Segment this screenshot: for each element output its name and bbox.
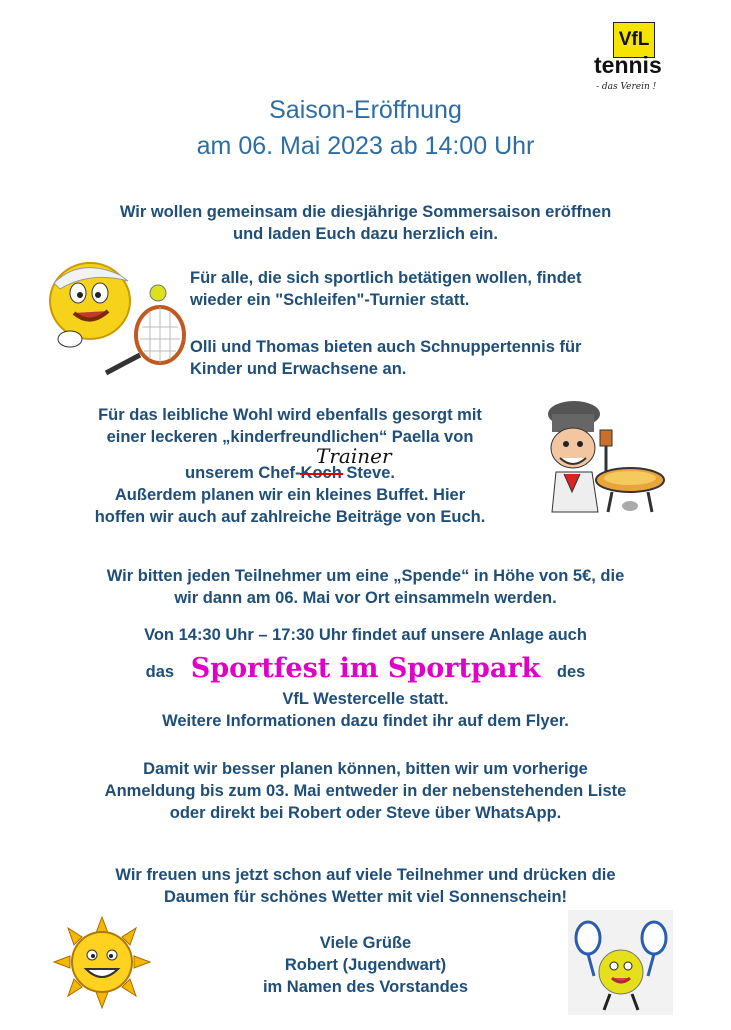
- trial-paragraph: [190, 336, 690, 380]
- donation-line2: wir dann am 06. Mai vor Ort einsammeln werden.: [174, 589, 557, 607]
- tennis-smiley-illustration: [40, 255, 195, 380]
- sportfest-highlight: Sportfest im Sportpark: [190, 653, 541, 684]
- donation-line1: Wir bitten jeden Teilnehmer um eine „Spende“ in Höhe von 5€, die: [106, 567, 625, 585]
- sportfest-line4: Weitere Informationen dazu findet ihr auf dem Flyer.: [162, 712, 569, 730]
- registration-line3: oder direkt bei Robert oder Steve über WhatsApp.: [169, 804, 562, 822]
- signature-role: im Namen des Vorstandes: [262, 978, 469, 996]
- closing-paragraph: [0, 864, 731, 908]
- food-line1: Für das leibliche Wohl wird ebenfalls gesorgt mit: [98, 406, 482, 424]
- food-line3: unserem Chef-Koch Steve.: [185, 464, 395, 482]
- chef-paella-illustration: [538, 400, 668, 522]
- registration-paragraph: [0, 758, 731, 824]
- closing-line1: Wir freuen uns jetzt schon auf viele Teilnehmer und drücken die: [115, 866, 616, 884]
- logo-tagline: - das Verein !: [596, 82, 657, 92]
- intro-line1: Wir wollen gemeinsam die diesjährige Sommersaison eröffnen: [119, 203, 612, 221]
- intro-paragraph: [0, 201, 731, 245]
- signature-greeting: Viele Grüße: [319, 934, 412, 952]
- intro-line2: und laden Euch dazu herzlich ein.: [233, 225, 498, 243]
- food-line5: hoffen wir auch auf zahlreiche Beiträge von Euch.: [94, 508, 486, 526]
- logo-box: VfL: [613, 22, 655, 58]
- donation-paragraph: [0, 565, 731, 609]
- title-line2: am 06. Mai 2023 ab 14:00 Uhr: [196, 132, 535, 160]
- tennis-ball-rackets-illustration: [568, 910, 673, 1015]
- sportfest-lines: [0, 688, 731, 732]
- closing-line2: Daumen für schönes Wetter mit viel Sonnenschein!: [163, 888, 568, 906]
- trial-line2: Kinder und Erwachsene an.: [190, 360, 407, 378]
- sportfest-line1: Von 14:30 Uhr – 17:30 Uhr findet auf unsere Anlage auch: [144, 626, 587, 644]
- tournament-line1: Für alle, die sich sportlich betätigen wollen, findet: [190, 269, 582, 287]
- sportfest-line2: das Sportfest im Sportpark des: [145, 653, 586, 684]
- sportfest-line3: VfL Westercelle statt.: [282, 690, 449, 708]
- tournament-paragraph: [190, 267, 690, 311]
- page-title: [0, 92, 731, 164]
- signature-name: Robert (Jugendwart): [284, 956, 447, 974]
- food-line4: Außerdem planen wir ein kleines Buffet. Hier: [114, 486, 466, 504]
- registration-line2: Anmeldung bis zum 03. Mai entweder in der nebenstehenden Liste: [104, 782, 627, 800]
- struck-word: Koch: [300, 464, 342, 482]
- trial-line1: Olli und Thomas bieten auch Schnuppertennis für: [190, 338, 582, 356]
- logo-word: tennis: [594, 52, 662, 78]
- food-line2: einer leckeren „kinderfreundlichen“ Paella von: [106, 428, 474, 446]
- registration-line1: Damit wir besser planen können, bitten wir um vorherige: [143, 760, 588, 778]
- food-paragraph: [20, 404, 560, 528]
- tournament-line2: wieder ein "Schleifen"-Turnier statt.: [190, 291, 470, 309]
- vfl-tennis-logo: [590, 22, 680, 102]
- handwritten-trainer-insert: Trainer: [316, 444, 392, 468]
- title-line1: Saison-Eröffnung: [269, 96, 462, 124]
